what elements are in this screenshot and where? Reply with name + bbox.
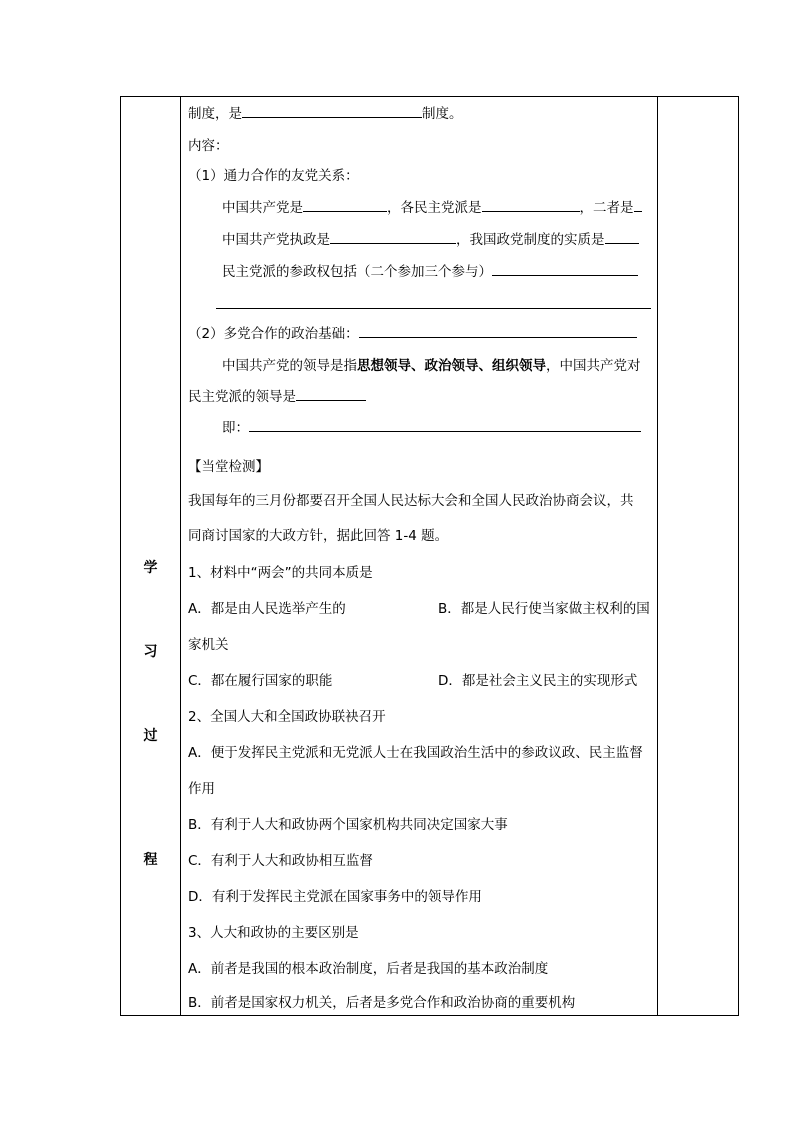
option: B．前者是国家权力机关，后者是多党合作和政治协商的重要机构 — [188, 995, 576, 1011]
text-line: 民主党派的参政权包括（二个参加三个参与） — [222, 263, 638, 281]
fill-blank — [303, 199, 387, 212]
side-label-char: 习 — [143, 644, 158, 660]
fill-blank — [296, 388, 366, 401]
text-line: 民主党派的领导是 — [188, 388, 366, 406]
worksheet-table — [120, 96, 739, 1016]
content-column — [181, 97, 657, 1015]
section-heading: 【当堂检测】 — [188, 459, 269, 475]
answer-line — [216, 308, 651, 309]
option: A．前者是我国的根本政治制度，后者是我国的基本政治制度 — [188, 961, 549, 977]
side-label-char: 程 — [143, 852, 158, 868]
text-line: 即： — [222, 419, 641, 437]
fill-blank — [492, 263, 638, 276]
option-row: C．都在履行国家的职能 D．都是社会主义民主的实现形式 — [188, 673, 638, 689]
text-line: （2）多党合作的政治基础： — [188, 325, 637, 343]
fill-blank — [249, 419, 641, 432]
fill-blank — [482, 199, 580, 212]
option: B．有利于人大和政协两个国家机构共同决定国家大事 — [188, 817, 508, 833]
text-line: 制度，是 制度。 — [188, 106, 463, 122]
option: A．便于发挥民主党派和无党派人士在我国政治生活中的参政议政、民主监督 — [188, 745, 643, 761]
text-line: 中国共产党的领导是指思想领导、政治领导、组织领导，中国共产党对 — [222, 358, 641, 374]
side-label-char: 过 — [143, 728, 158, 744]
text-line: 中国共产党是 ，各民主党派是 ，二者是 — [222, 199, 642, 217]
side-label-char: 学 — [143, 560, 158, 576]
text-line: 我国每年的三月份都要召开全国人民达标大会和全国人民政治协商会议，共 — [188, 493, 634, 509]
question: 1、材料中“两会”的共同本质是 — [188, 565, 373, 581]
option: D．有利于发挥民主党派在国家事务中的领导作用 — [188, 889, 482, 905]
option-row: A．都是由人民选举产生的 B．都是人民行使当家做主权利的国 — [188, 601, 650, 617]
text-line: 同商讨国家的大政方针，据此回答 1-4 题。 — [188, 528, 449, 544]
question: 2、全国人大和全国政协联袂召开 — [188, 709, 386, 725]
fill-blank — [634, 199, 642, 212]
option: C．有利于人大和政协相互监督 — [188, 853, 373, 869]
column-divider-right — [657, 97, 658, 1015]
text-line: 内容： — [188, 138, 229, 154]
fill-blank — [605, 231, 639, 244]
text-line: 作用 — [188, 781, 215, 797]
question: 3、人大和政协的主要区别是 — [188, 925, 359, 941]
text-line: 中国共产党执政是 ，我国政党制度的实质是 — [222, 231, 639, 249]
fill-blank — [330, 231, 456, 244]
text-line: （1）通力合作的友党关系： — [188, 168, 359, 184]
fill-blank — [242, 105, 422, 118]
fill-blank — [359, 325, 637, 338]
text-line: 家机关 — [188, 637, 229, 653]
